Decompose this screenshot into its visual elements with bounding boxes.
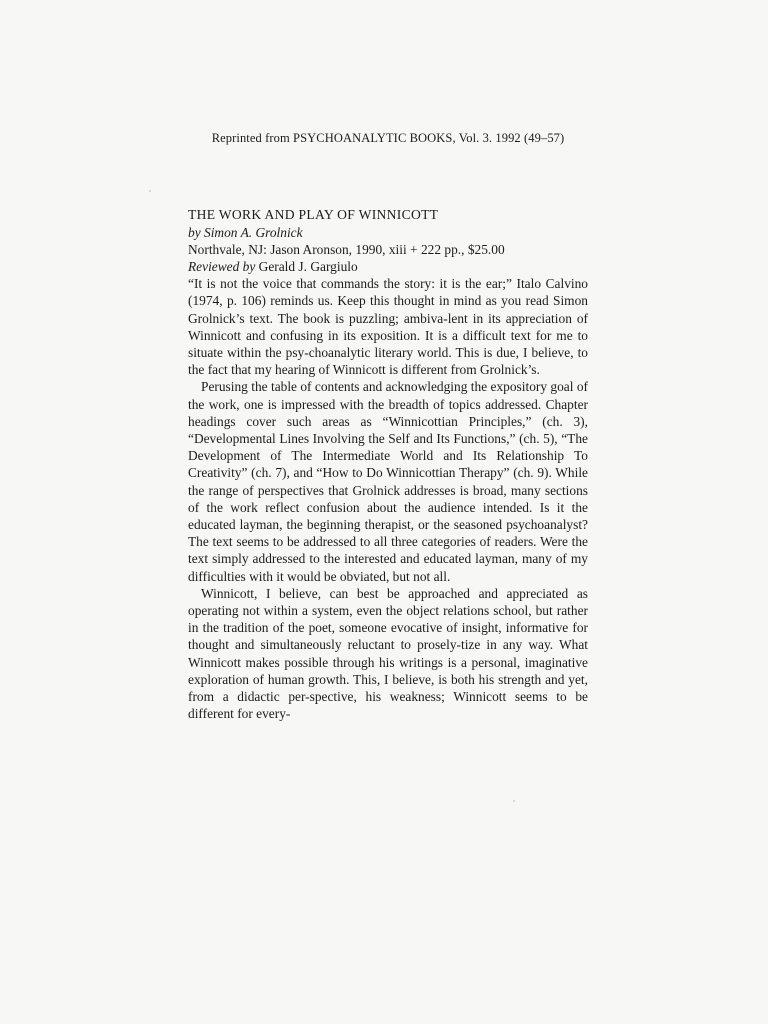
scan-speck [513, 800, 515, 802]
reviewer-line [188, 258, 588, 275]
author-line [188, 224, 588, 241]
book-title: THE WORK AND PLAY OF WINNICOTT [188, 207, 439, 222]
reprint-header: Reprinted from PSYCHOANALYTIC BOOKS, Vol. 3. 1992 (49–57) [211, 131, 565, 145]
paragraph: Perusing the table of contents and acknowledging the expository goal of the work, one is impressed with the breadth of topics addressed. Chapter headings cover such areas as “Winnicottian Principles,” (ch. 3), “Developmental Lines Involving the Self and Its Functions,” (ch. 5), “The Development of The Intermediate World and Its Relationship To Creativity” (ch. 7), and “How to Do Winnicottian Therapy” (ch. 9). While the range of perspectives that Grolnick addresses is broad, many sections of the work reflect confusion about the audience intended. Is it the educated layman, the beginning therapist, or the seasoned psychoanalyst? The text seems to be addressed to all three categories of readers. Were the text simply addressed to the interested and educated layman, many of my difficulties with it would be obviated, but not all. [188, 379, 588, 584]
author-name: Simon A. Grolnick [204, 224, 303, 240]
paragraph: Winnicott, I believe, can best be approached and appreciated as operating not within a system, even the object relations school, but rather in the tradition of the poet, someone evocative of insight, informative for thought and simultaneously reluctant to prosely-tize in any way. What Winnicott makes possible through his writings is a personal, imaginative exploration of human growth. This, I believe, is both his strength and yet, from a didactic per-spective, his weakness; Winnicott seems to be different for every- [188, 585, 588, 722]
by-label: by [188, 224, 204, 240]
scan-speck [149, 190, 151, 192]
publication-line: Northvale, NJ: Jason Aronson, 1990, xiii + 222 pp., $25.00 [188, 241, 505, 257]
reviewer-name: Gerald J. Gargiulo [255, 258, 358, 274]
book-review [188, 206, 588, 722]
review-body [188, 275, 588, 722]
paragraph: “It is not the voice that commands the story: it is the ear;” Italo Calvino (1974, p. 106) reminds us. Keep this thought in mind as you read Simon Grolnick’s text. The book is puzzling; ambiva-lent in its appreciation of Winnicott and confusing in its exposition. It is a difficult text for me to situate within the psy-choanalytic literary world. This is due, I believe, to the fact that my hearing of Winnicott is different from Grolnick’s. [188, 276, 588, 378]
reviewed-by-label: Reviewed by [188, 258, 256, 274]
